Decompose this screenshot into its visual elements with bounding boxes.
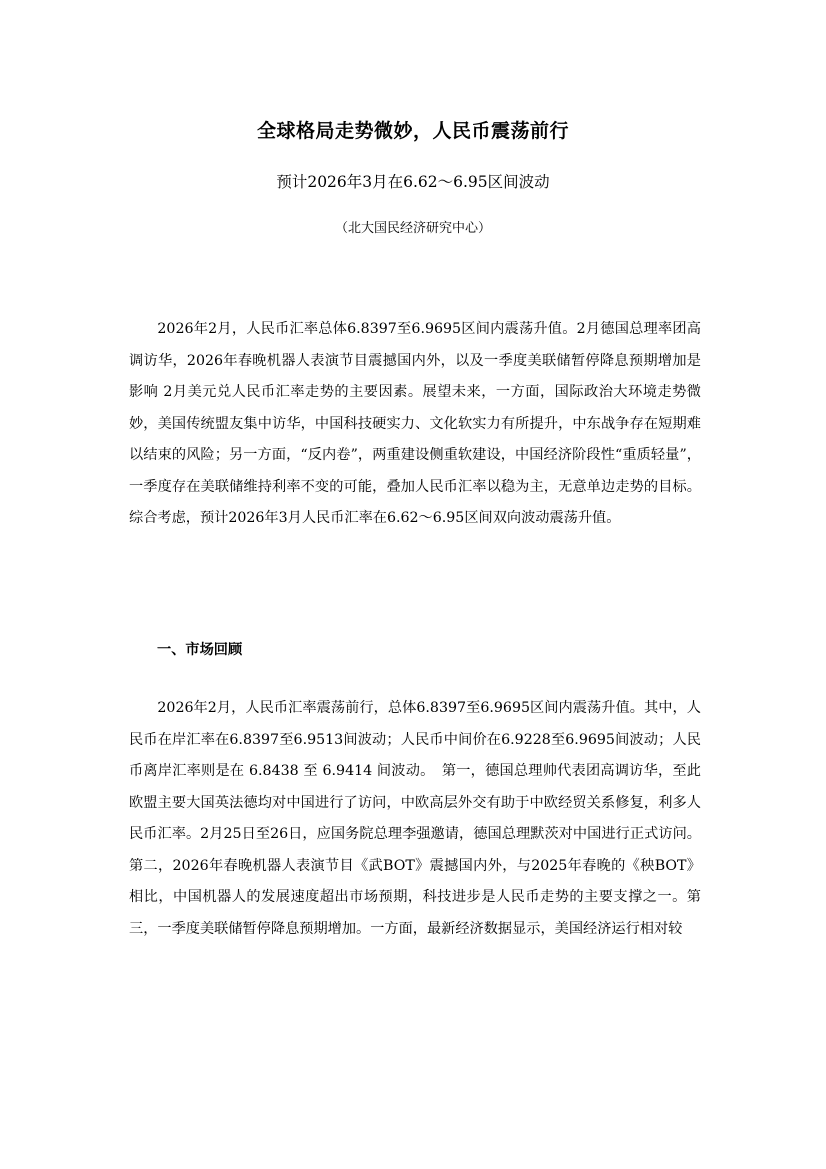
document-author: （北大国民经济研究中心） bbox=[334, 221, 491, 236]
document-subtitle: 预计2026年3月在6.62～6.95区间波动 bbox=[276, 173, 550, 191]
market-review-paragraph: 2026年2月，人民币汇率震荡前行，总体6.8397至6.9695区间内震荡升值。其中，人民币在岸汇率在6.8397至6.9513间波动；人民币中间价在6.9228至6.9695间波动；人民币离岸汇率则是在 6.8438 至 6.9414 间波动。 第一，德国总理帅代表团高调访华，至此欧盟主要大国英法德均对中国进行了访问，中欧高层外交有助于中欧经贸关系修复，利多人民币汇率。2月25日至26日，应国务院总理李强邀请，德国总理默茨对中国进行正式访问。第二，2026年春晚机器人表演节目《武BOT》震撼国内外，与2025年春晚的《秧BOT》相比，中国机器人的发展速度超出市场预期，科技进步是人民币走势的主要支撑之一。第三，一季度美联储暂停降息预期增加。一方面，最新经济数据显示，美国经济运行相对较 bbox=[129, 700, 701, 937]
section-heading-market-review: 一、市场回顾 bbox=[157, 642, 243, 658]
document-title: 全球格局走势微妙，人民币震荡前行 bbox=[256, 120, 569, 142]
intro-paragraph: 2026年2月，人民币汇率总体6.8397至6.9695区间内震荡升值。2月德国总理率团高调访华，2026年春晚机器人表演节目震撼国内外，以及一季度美联储暂停降息预期增加是影响 2月美元兑人民币汇率走势的主要因素。展望未来，一方面，国际政治大环境走势微妙，美国传统盟友集中访华，中国科技硬实力、文化软实力有所提升，中东战争存在短期难以结束的风险；另一方面，“反内卷”，两重建设侧重软建设，中国经济阶段性“重质轻量”，一季度存在美联储维持利率不变的可能，叠加人民币汇率以稳为主，无意单边走势的目标。综合考虑，预计2026年3月人民币汇率在6.62～6.95区间双向波动震荡升值。 bbox=[129, 321, 701, 526]
